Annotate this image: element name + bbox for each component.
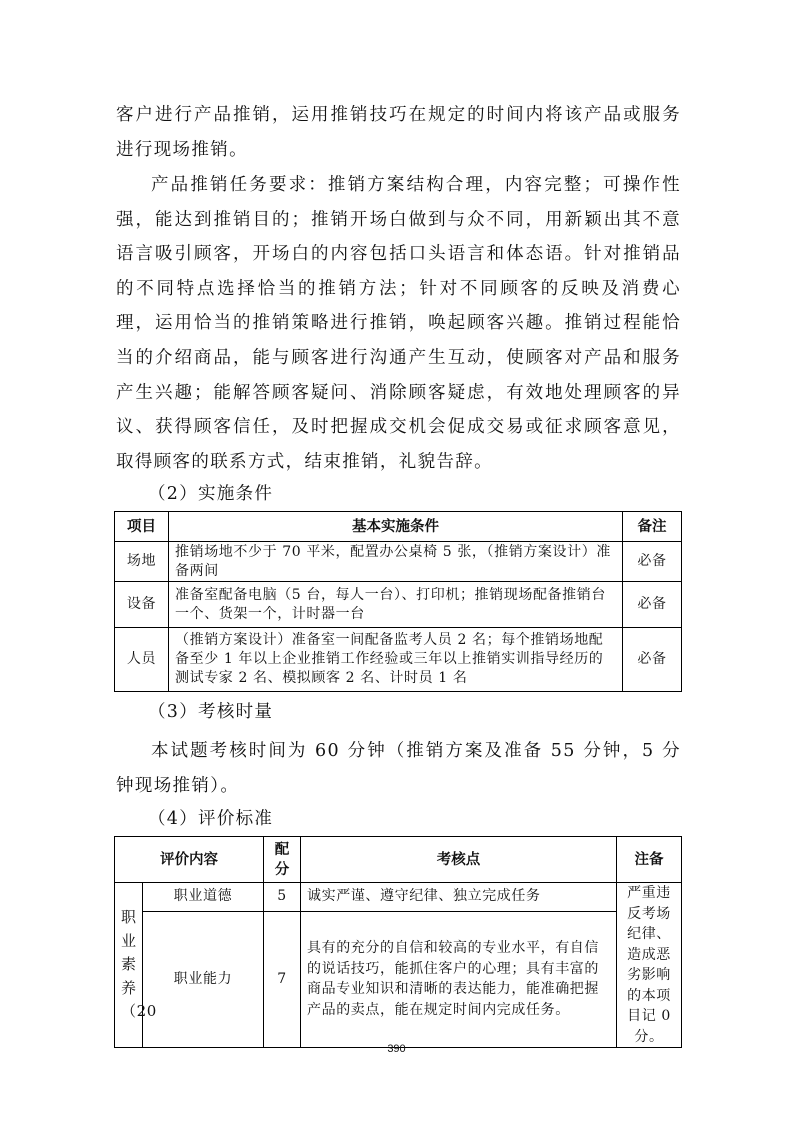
section-heading-evaluation: （4）评价标准	[148, 809, 274, 829]
table-row	[115, 628, 682, 692]
paragraph-task-requirements: 产品推销任务要求：推销方案结构合理，内容完整；可操作性强，能达到推销目的；推销开场白做到与众不同，用新颖出其不意语言吸引顾客，开场白的内容包括口头语言和体态语。针对推销品的不同特点选择恰当的推销方法；针对不同顾客的反映及消费心理，运用恰当的推销策略进行推销，唤起顾客兴趣。推销过程能恰当的介绍商品，能与顾客进行沟通产生互动，使顾客对产品和服务产生兴趣；能解答顾客疑问、消除顾客疑虑，有效地处理顾客的异议、获得顾客信任，及时把握成交机会促成交易或征求顾客意见，取得顾客的联系方式，结束推销，礼貌告辞。	[116, 175, 681, 472]
row-note: 必备	[623, 628, 682, 692]
paragraph-intro-continuation: 客户进行产品推销，运用推销技巧在规定的时间内将该产品或服务进行现场推销。	[116, 105, 681, 160]
row-condition: 准备室配备电脑（5 台，每人一台）、打印机；推销现场配备推销台一个、货架一个，计时器一台	[169, 582, 623, 628]
row-condition: （推销方案设计）准备室一间配备监考人员 2 名；每个推销场地配备至少 1 年以上企业推销工作经验或三年以上推销实训指导经历的测试专家 2 名、模拟顾客 2 名、计时员 1 名	[169, 628, 623, 692]
paragraph-duration: 本试题考核时间为 60 分钟（推销方案及准备 55 分钟，5 分钟现场推销）。	[116, 741, 681, 796]
conditions-table	[114, 511, 682, 692]
page-number: 390	[387, 1043, 406, 1055]
row-condition: 推销场地不少于 70 平米，配置办公桌椅 5 张，（推销方案设计）准备两间	[169, 542, 623, 582]
table-row	[115, 542, 682, 582]
row-item: 设备	[115, 582, 169, 628]
row-note: 必备	[623, 542, 682, 582]
table-row	[115, 582, 682, 628]
section-heading-duration: （3）考核时量	[148, 702, 274, 722]
header-points: 考核点	[301, 837, 617, 883]
table-row	[115, 883, 682, 912]
row-points: 诚实严谨、遵守纪律、独立完成任务	[301, 883, 617, 912]
header-item: 项目	[115, 512, 169, 542]
header-content: 评价内容	[115, 837, 264, 883]
row-points: 具有的充分的自信和较高的专业水平，有自信的说话技巧，能抓住客户的心理；具有丰富的商品专业知识和清晰的表达能力，能准确把握产品的卖点，能在规定时间内完成任务。	[301, 911, 617, 1047]
section-heading-conditions: （2）实施条件	[148, 484, 274, 504]
table-header-row	[115, 512, 682, 542]
table-row	[115, 911, 682, 1047]
row-name: 职业能力	[143, 911, 264, 1047]
row-note: 必备	[623, 582, 682, 628]
row-item: 场地	[115, 542, 169, 582]
evaluation-table	[114, 836, 682, 1048]
row-score: 5	[264, 883, 301, 912]
category-cell: 职业素养（20	[115, 883, 143, 1048]
row-name: 职业道德	[143, 883, 264, 912]
header-condition: 基本实施条件	[169, 512, 623, 542]
header-note: 备注	[623, 512, 682, 542]
header-remark: 注备	[617, 837, 682, 883]
header-score: 配分	[264, 837, 301, 883]
table-header-row	[115, 837, 682, 883]
row-score: 7	[264, 911, 301, 1047]
remark-cell: 严重违反考场纪律、造成恶劣影响的本项目记 0 分。	[617, 883, 682, 1048]
row-item: 人员	[115, 628, 169, 692]
